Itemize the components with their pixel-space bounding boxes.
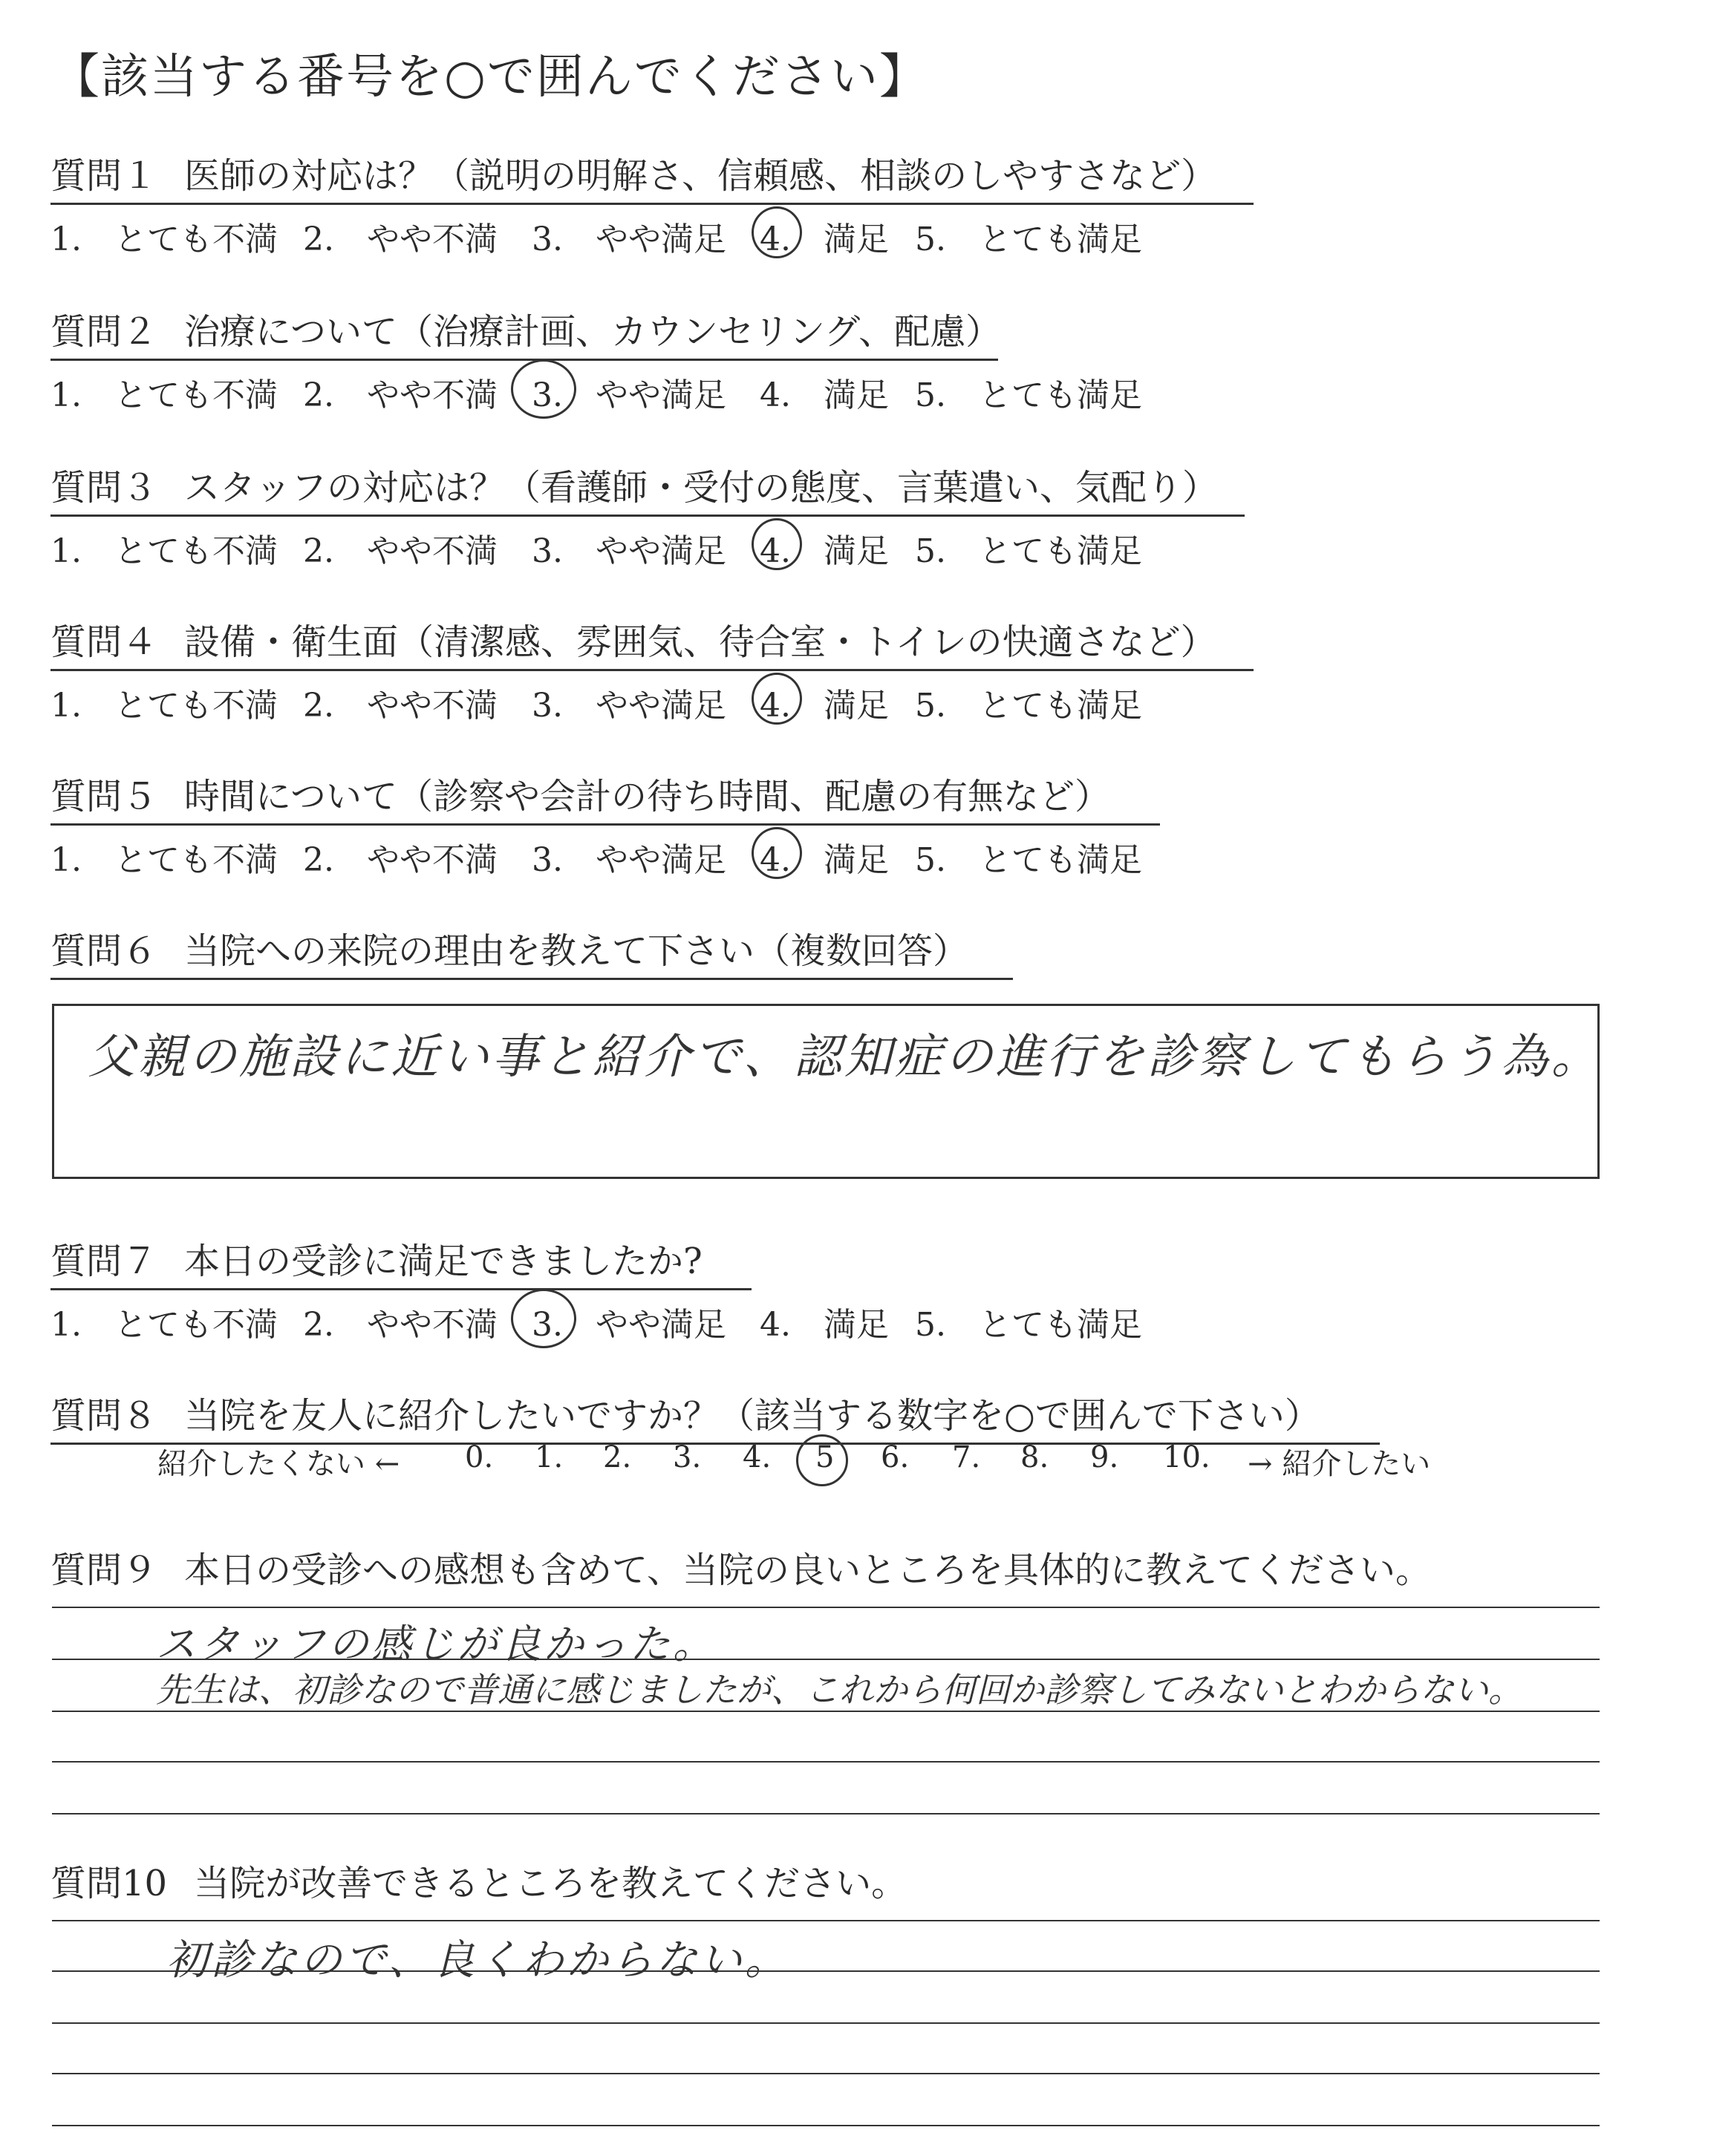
question-3-options: [50, 520, 1245, 572]
question-10-number: 質問10: [50, 1863, 168, 1904]
option-5[interactable]: 5. とても満足: [915, 532, 1142, 570]
answer-line: [52, 2022, 1600, 2024]
question-2: [50, 303, 1142, 416]
question-5-text: 時間について（診察や会計の待ち時間、配慮の有無など）: [184, 776, 1111, 817]
option-3[interactable]: 3. やや満足: [532, 841, 726, 879]
question-4: [50, 613, 1254, 726]
handwritten-answer: 父親の施設に近い事と紹介で、認知症の進行を診察してもらう為。: [88, 1030, 1602, 1085]
option-5[interactable]: 5. とても満足: [915, 220, 1142, 258]
question-5-number: 質問５: [50, 776, 158, 817]
option-2[interactable]: 2. やや不満: [303, 841, 498, 879]
option-2[interactable]: 2. やや不満: [303, 532, 498, 570]
selected-answer-circle: [752, 206, 802, 258]
question-1: [50, 147, 1254, 260]
question-8-text: 当院を友人に紹介したいですか？（該当する数字を○で囲んで下さい）: [184, 1395, 1320, 1437]
option-4[interactable]: 4. 満足: [760, 532, 889, 570]
option-3[interactable]: 3. やや満足: [532, 220, 726, 258]
question-6: [50, 922, 1013, 980]
option-5[interactable]: 5. とても満足: [915, 376, 1142, 414]
option-5[interactable]: 5. とても満足: [915, 1306, 1142, 1344]
handwritten-answer-line-1: 初診なので、良くわからない。: [166, 1936, 789, 1984]
question-10-text: 当院が改善できるところを教えてください。: [194, 1863, 907, 1904]
selected-answer-circle: [752, 518, 802, 570]
handwritten-answer-line-1: スタッフの感じが良かった。: [156, 1621, 716, 1667]
option-1[interactable]: 1. とても不満: [50, 376, 278, 414]
question-1-text: 医師の対応は？（説明の明解さ、信頼感、相談のしやすさなど）: [184, 155, 1217, 197]
answer-line: [52, 1920, 1600, 1921]
nps-option-10[interactable]: 10.: [1163, 1440, 1210, 1474]
question-1-title: [50, 147, 1254, 205]
question-1-number: 質問１: [50, 155, 158, 197]
option-4[interactable]: 4. 満足: [760, 1306, 889, 1344]
question-7: [50, 1232, 1142, 1345]
nps-option-1[interactable]: 1.: [535, 1440, 564, 1474]
question-6-text: 当院への来院の理由を教えて下さい（複数回答）: [184, 930, 969, 972]
nps-option-8[interactable]: 8.: [1020, 1440, 1049, 1474]
selected-answer-circle: [511, 1289, 576, 1348]
nps-option-0[interactable]: 0.: [465, 1440, 494, 1474]
option-1[interactable]: 1. とても不満: [50, 687, 278, 725]
question-4-number: 質問４: [50, 621, 158, 663]
option-5[interactable]: 5. とても満足: [915, 687, 1142, 725]
question-4-options: [50, 674, 1254, 726]
answer-line: [52, 2125, 1600, 2126]
answer-line: [52, 2073, 1600, 2074]
option-5[interactable]: 5. とても満足: [915, 841, 1142, 879]
option-2[interactable]: 2. やや不満: [303, 1306, 498, 1344]
option-3[interactable]: 3. やや満足: [532, 687, 726, 725]
question-6-title: [50, 922, 1013, 980]
question-8: [50, 1387, 1380, 1445]
option-3[interactable]: 3. やや満足: [532, 1306, 726, 1344]
option-3[interactable]: 3. やや満足: [532, 532, 726, 570]
question-9: [50, 1541, 1431, 1597]
handwritten-answer-line-2: 先生は、初診なので普通に感じましたが、これから何回か診察してみないとわからない。: [156, 1670, 1522, 1710]
question-9-number: 質問９: [50, 1549, 158, 1591]
option-1[interactable]: 1. とても不満: [50, 1306, 278, 1344]
option-4[interactable]: 4. 満足: [760, 220, 889, 258]
nps-option-2[interactable]: 2.: [603, 1440, 632, 1474]
question-8-number: 質問８: [50, 1395, 158, 1437]
option-1[interactable]: 1. とても不満: [50, 841, 278, 879]
question-2-number: 質問２: [50, 311, 158, 353]
selected-answer-circle: [511, 359, 576, 419]
option-4[interactable]: 4. 満足: [760, 841, 889, 879]
question-7-title: [50, 1232, 752, 1290]
question-2-title: [50, 303, 1002, 361]
nps-option-7[interactable]: 7.: [952, 1440, 981, 1474]
question-5-title: [50, 768, 1160, 826]
nps-option-4[interactable]: 4.: [743, 1440, 772, 1474]
answer-line: [52, 1761, 1600, 1763]
selected-answer-circle: [752, 673, 802, 725]
option-1[interactable]: 1. とても不満: [50, 220, 278, 258]
question-6-number: 質問６: [50, 930, 158, 972]
question-3: [50, 459, 1245, 572]
question-9-text: 本日の受診への感想も含めて、当院の良いところを具体的に教えてください。: [184, 1549, 1432, 1591]
question-8-title: [50, 1387, 1380, 1445]
question-4-text: 設備・衛生面（清潔感、雰囲気、待合室・トイレの快適さなど）: [184, 621, 1216, 663]
question-10: [50, 1855, 907, 1910]
option-1[interactable]: 1. とても不満: [50, 532, 278, 570]
option-4[interactable]: 4. 満足: [760, 376, 889, 414]
question-7-options: [50, 1293, 1142, 1345]
page-header: 【該当する番号を○で囲んでください】: [52, 50, 928, 105]
question-4-title: [50, 613, 1254, 671]
option-4[interactable]: 4. 満足: [760, 687, 889, 725]
question-5-options: [50, 829, 1160, 881]
question-7-text: 本日の受診に満足できましたか?: [184, 1241, 703, 1282]
nps-option-3[interactable]: 3.: [673, 1440, 702, 1474]
option-2[interactable]: 2. やや不満: [303, 376, 498, 414]
nps-left-label: 紹介したくない ←: [157, 1447, 400, 1481]
option-3[interactable]: 3. やや満足: [532, 376, 726, 414]
question-3-text: スタッフの対応は？（看護師・受付の態度、言葉遣い、気配り）: [184, 467, 1219, 509]
question-2-options: [50, 364, 1142, 416]
question-9-title: [50, 1541, 1431, 1597]
question-3-title: [50, 459, 1245, 517]
nps-option-5[interactable]: 5: [815, 1440, 835, 1474]
selected-answer-circle: [796, 1434, 848, 1486]
nps-option-6[interactable]: 6.: [881, 1440, 910, 1474]
question-7-number: 質問７: [50, 1241, 158, 1282]
answer-line: [52, 1813, 1600, 1814]
option-2[interactable]: 2. やや不満: [303, 220, 498, 258]
question-1-options: [50, 208, 1254, 260]
option-2[interactable]: 2. やや不満: [303, 687, 498, 725]
nps-right-label: → 紹介したい: [1248, 1447, 1431, 1481]
question-3-number: 質問３: [50, 467, 158, 509]
nps-option-9[interactable]: 9.: [1090, 1440, 1119, 1474]
answer-line: [52, 1607, 1600, 1608]
question-10-title: [50, 1855, 907, 1910]
selected-answer-circle: [752, 827, 802, 879]
question-5: [50, 768, 1160, 881]
question-2-text: 治療について（治療計画、カウンセリング、配慮）: [184, 311, 1002, 353]
